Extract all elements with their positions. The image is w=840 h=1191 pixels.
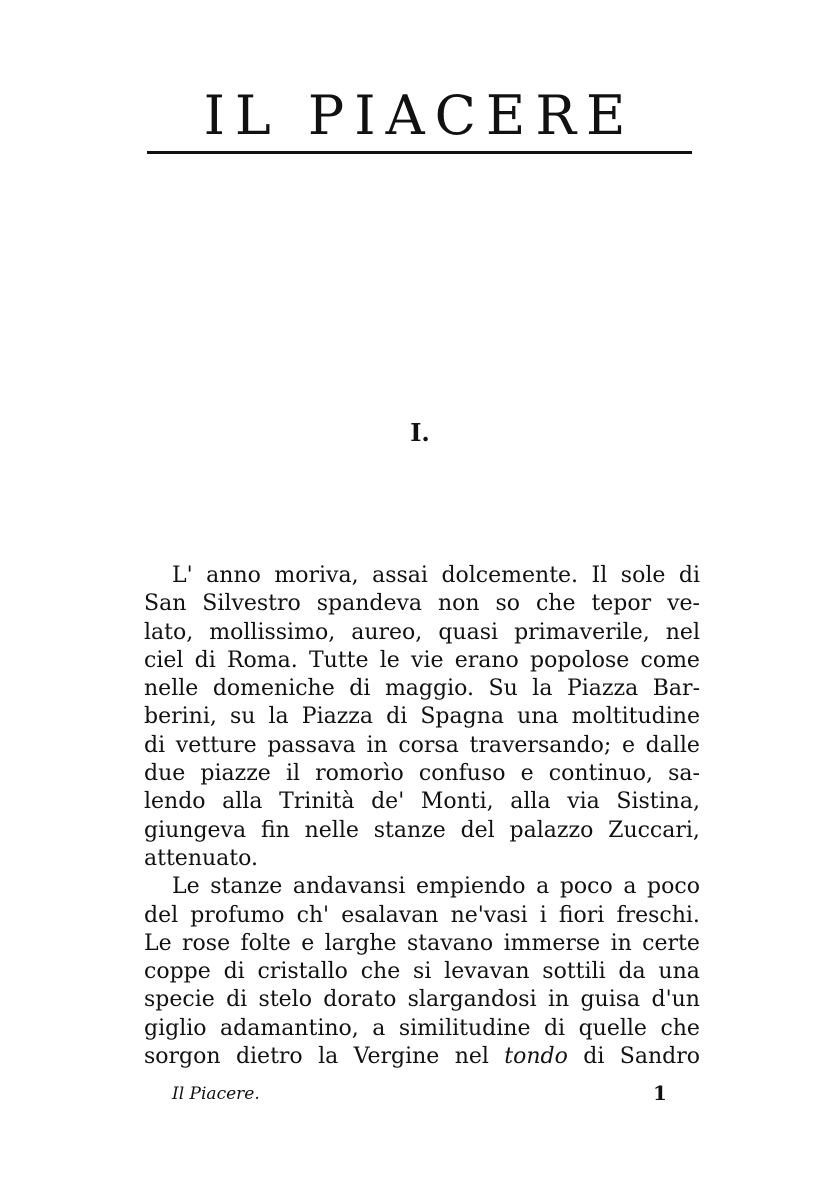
word: assai [372,563,428,588]
word: Monti, [420,789,494,815]
word: nel [454,1044,489,1070]
word: certe [642,930,700,956]
word: sottili [542,959,606,985]
word: del [460,817,495,843]
word: il [285,761,301,787]
text-line [144,930,700,958]
paragraph [144,562,700,873]
word: che [535,591,576,617]
word: confuso [418,761,506,787]
word: specie [144,987,215,1013]
text-line [144,619,700,647]
word: San [144,591,187,617]
word: moltitudine [571,704,700,730]
word: nelle [304,817,359,843]
word: di [386,704,408,730]
word: la [318,1044,339,1070]
word: su [229,704,256,730]
word: Trinità [279,789,355,815]
word: alla [510,789,551,815]
word: quasi [438,619,499,645]
word: tondo [504,1044,568,1070]
word: esalavan [341,902,439,928]
word: sole [620,563,666,588]
word: le [379,647,400,673]
word: Sistina, [616,789,700,815]
word: che [660,1015,700,1041]
text-line [144,817,700,845]
word: si [413,959,432,985]
word: rose [182,930,231,956]
word: Spagna [420,704,504,730]
word: passava [267,732,356,758]
word: di [223,959,245,985]
word: popolose [530,647,630,673]
text-line [144,1015,700,1043]
word: cristallo [257,959,348,985]
word: poco [559,874,613,900]
word: poco [647,874,700,900]
word: Bar- [652,676,700,702]
text-line [144,732,700,760]
word: Su [488,676,518,702]
word: corsa [398,732,459,758]
running-footer-title: Il Piacere. [172,1084,260,1104]
chapter-body-text [144,562,700,1071]
word: fin [260,817,290,843]
word: giungeva [144,817,247,843]
word: quelle [578,1015,647,1041]
word: moriva, [274,563,359,588]
word: ch' [296,902,330,928]
word: stelo [258,987,312,1013]
word: Le [144,930,172,956]
word: e [621,732,635,758]
word: slargandosi [407,987,537,1013]
word: attenuato. [144,845,258,871]
word: Piazza [566,676,639,702]
word: e [301,930,315,956]
word: come [640,647,700,673]
word: anno [206,563,261,588]
word: empiendo [415,874,526,900]
word: palazzo [509,817,594,843]
text-line [144,675,700,703]
word: andavansi [292,874,406,900]
word: a [536,874,550,900]
word: ciel [144,647,184,673]
word: Tutte [308,647,369,673]
word: stanze [373,817,446,843]
word: di [583,1044,605,1070]
chapter-number: I. [410,418,430,447]
word: i [539,902,547,928]
word: L' [172,563,193,588]
word: da [618,959,646,985]
word: Le [172,874,200,900]
word: in [610,930,632,956]
word: fiori [558,902,605,928]
word: non [437,591,480,617]
word: Silvestro [202,591,301,617]
title-underline-rule [147,151,692,154]
text-line [144,647,700,675]
text-line [144,986,700,1014]
word: d'un [651,987,700,1013]
text-line [144,703,700,731]
text-line [144,873,700,901]
word: guisa [580,987,641,1013]
text-line [144,1043,700,1071]
word: Vergine [353,1044,440,1070]
word: sorgon [144,1044,221,1070]
word: traversando; [469,732,612,758]
text-line [144,845,700,873]
word: di [543,1015,566,1041]
word: la [268,704,289,730]
word: di [349,676,371,702]
word: in [366,732,388,758]
word: dorato [323,987,397,1013]
word: nelle [144,676,199,702]
word: di [144,732,166,758]
word: vetture [175,732,257,758]
word: Piazza [301,704,374,730]
text-line [144,958,700,986]
word: spandeva [316,591,423,617]
word: Il [591,563,608,588]
word: di [194,647,216,673]
word: adamantino, [220,1015,359,1041]
word: dalle [645,732,700,758]
word: che [360,959,401,985]
word: via [567,789,600,815]
word: due [144,761,186,787]
word: la [532,676,553,702]
word: di [226,987,248,1013]
word: stavano [406,930,494,956]
word: una [517,704,559,730]
word: in [547,987,570,1013]
word: tepor [591,591,652,617]
word: freschi. [616,902,700,928]
word: lendo [144,789,206,815]
text-line [144,788,700,816]
word: profumo [190,902,285,928]
word: giglio [144,1015,207,1041]
book-title: IL PIACERE [203,84,636,147]
word: ne'vasi [450,902,528,928]
word: di [678,563,700,588]
word: a [623,874,637,900]
paragraph [144,873,700,1071]
word: Roma. [226,647,298,673]
word: aureo, [351,619,423,645]
word: dolcemente. [441,563,579,588]
word: erano [454,647,519,673]
word: maggio. [384,676,474,702]
word: piazze [200,761,271,787]
word: larghe [324,930,397,956]
word: del [144,902,179,928]
word: folte [240,930,291,956]
word: similitudine [398,1015,531,1041]
word: una [658,959,700,985]
word: stanze [210,874,283,900]
word: ve- [667,591,700,617]
word: vie [411,647,444,673]
word: Sandro [619,1044,700,1070]
word: dietro [235,1044,303,1070]
word: immerse [503,930,601,956]
word: mollissimo, [209,619,336,645]
text-line [144,902,700,930]
word: Zuccari, [608,817,700,843]
word: berini, [144,704,217,730]
word: so [495,591,521,617]
word: levavan [444,959,530,985]
word: a [372,1015,386,1041]
word: coppe [144,959,211,985]
word: primaverile, [514,619,650,645]
word: alla [222,789,263,815]
text-line [144,562,700,590]
word: continuo, [548,761,653,787]
word: e [520,761,534,787]
signature-mark: 1 [653,1081,667,1105]
text-line [144,590,700,618]
word: romorìo [315,761,404,787]
word: sa- [668,761,700,787]
word: lato, [144,619,194,645]
text-line [144,760,700,788]
word: nel [665,619,700,645]
word: domeniche [212,676,335,702]
word: de' [371,789,405,815]
